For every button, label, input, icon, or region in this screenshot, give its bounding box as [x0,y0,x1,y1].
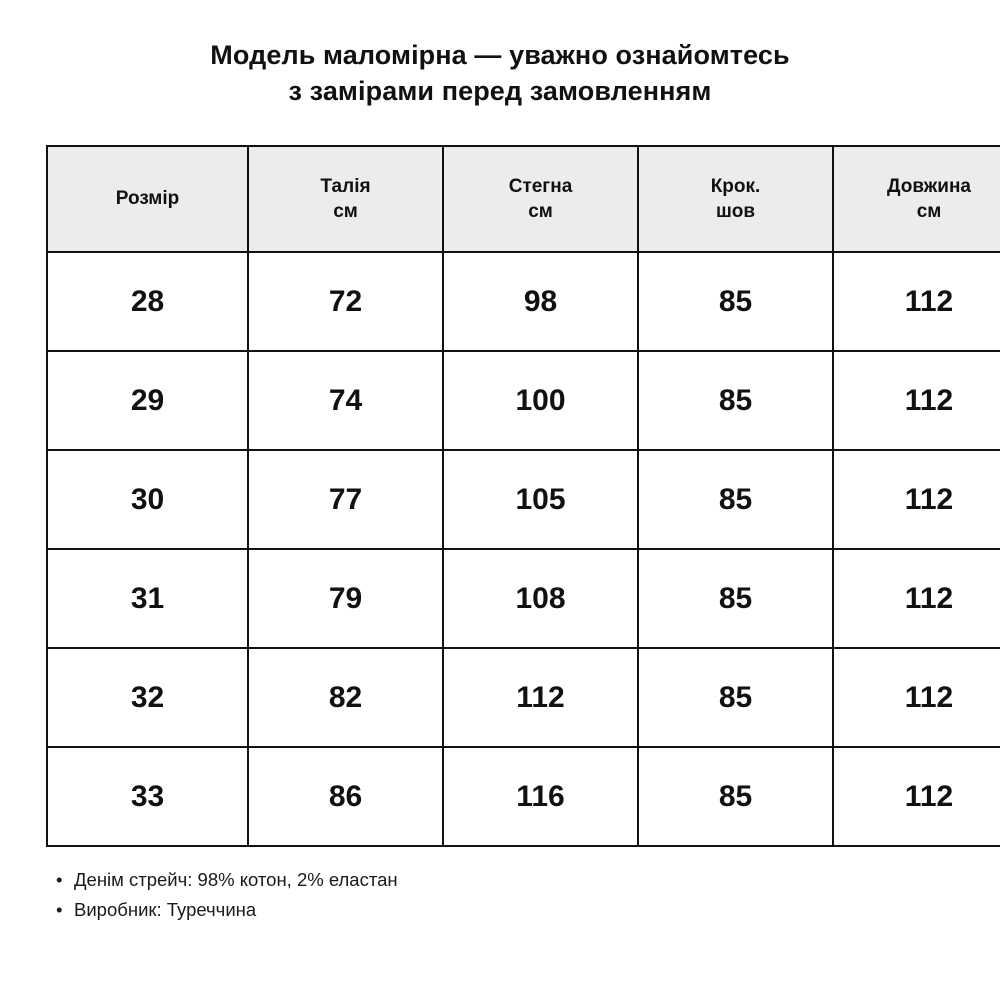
cell-waist: 74 [248,351,443,450]
column-header-inseam-sub: шов [715,201,756,223]
column-header-length-label: Довжина [887,175,971,197]
bullet-icon: • [56,869,63,891]
cell-length: 112 [833,549,1000,648]
column-header-hips-unit: см [528,201,553,223]
cell-size: 33 [47,747,248,846]
list-item [56,895,954,925]
column-header-length [833,146,1000,252]
cell-length: 112 [833,351,1000,450]
cell-size: 32 [47,648,248,747]
cell-size: 28 [47,252,248,351]
bullet-icon: • [56,899,63,921]
cell-inseam: 85 [638,351,833,450]
cell-inseam: 85 [638,747,833,846]
size-table-body [47,252,1000,846]
cell-inseam: 85 [638,252,833,351]
cell-waist: 79 [248,549,443,648]
cell-length: 112 [833,450,1000,549]
table-header-row [47,146,1000,252]
column-header-waist-unit: см [333,201,358,223]
cell-waist: 86 [248,747,443,846]
cell-size: 30 [47,450,248,549]
cell-hips: 108 [443,549,638,648]
cell-inseam: 85 [638,648,833,747]
cell-hips: 105 [443,450,638,549]
column-header-hips [443,146,638,252]
page-title-line-1: Модель маломірна — уважно ознайомтесь [210,40,790,70]
cell-waist: 72 [248,252,443,351]
column-header-inseam [638,146,833,252]
table-row [47,450,1000,549]
page-title [46,38,954,109]
table-row [47,549,1000,648]
cell-hips: 100 [443,351,638,450]
table-row [47,648,1000,747]
column-header-length-unit: см [916,201,942,223]
cell-waist: 77 [248,450,443,549]
table-row [47,747,1000,846]
table-row [47,351,1000,450]
column-header-waist-label: Талія [320,175,371,197]
cell-size: 29 [47,351,248,450]
size-table-head [47,146,1000,252]
list-item [56,865,954,895]
cell-hips: 112 [443,648,638,747]
column-header-size [47,146,248,252]
cell-inseam: 85 [638,549,833,648]
size-table-container [46,145,971,847]
size-table [46,145,1000,847]
column-header-waist [248,146,443,252]
cell-length: 112 [833,252,1000,351]
cell-waist: 82 [248,648,443,747]
cell-length: 112 [833,747,1000,846]
cell-size: 31 [47,549,248,648]
cell-inseam: 85 [638,450,833,549]
note-text: Виробник: Туреччина [74,899,257,921]
notes-list [46,865,954,925]
column-header-inseam-label: Крок. [710,175,761,197]
cell-length: 112 [833,648,1000,747]
column-header-hips-label: Стегна [508,175,573,197]
column-header-size-label: Розмір [115,188,180,210]
cell-hips: 98 [443,252,638,351]
page-title-line-2: з замірами перед замовленням [288,75,712,106]
note-text: Денім стрейч: 98% котон, 2% еластан [74,869,398,891]
table-row [47,252,1000,351]
cell-hips: 116 [443,747,638,846]
